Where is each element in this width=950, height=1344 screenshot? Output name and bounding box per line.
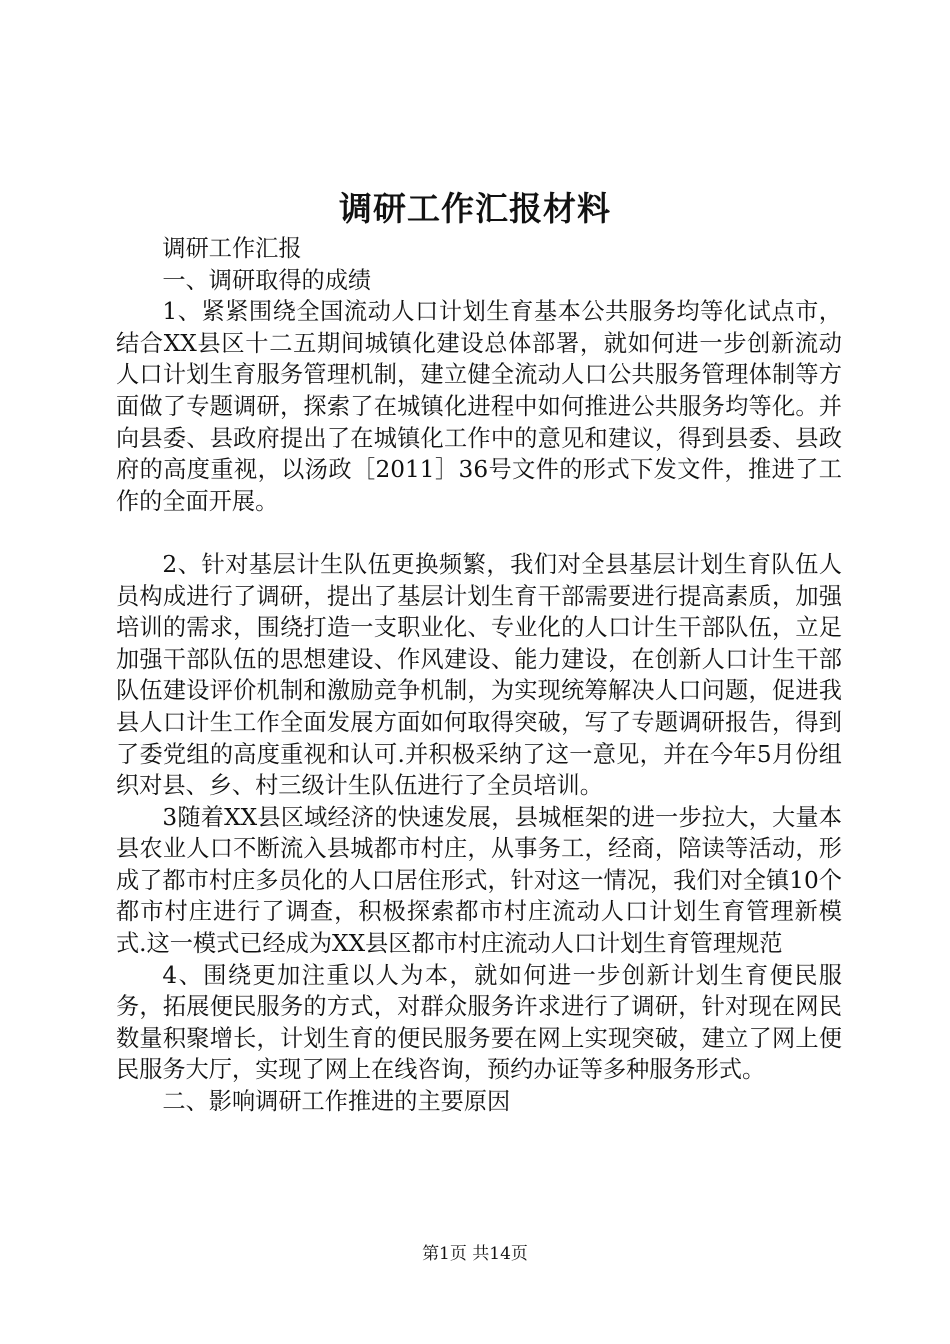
body-paragraph-item-4: 4、围绕更加注重以人为本，就如何进一步创新计划生育便民服务，拓展便民服务的方式，对群众服务许求进行了调研，针对现在网民数量积聚增长，计划生育的便民服务要在网上实现突破，建立了网上便民服务大厅，实现了网上在线咨询，预约办证等多种服务形式。 — [116, 961, 842, 1084]
section-heading-achievements: 一、调研取得的成绩 — [162, 266, 372, 294]
body-paragraph-subtitle: 调研工作汇报 — [162, 235, 302, 262]
document-title: 调研工作汇报材料 — [339, 189, 611, 228]
body-paragraph-item-2: 2、针对基层计生队伍更换频繁，我们对全县基层计划生育队伍人员构成进行了调研，提出了基层计划生育干部需要进行提高素质，加强培训的需求，围绕打造一支职业化、专业化的人口计生干部队伍，立足加强干部队伍的思想建设、作风建设、能力建设，在创新人口计生干部队伍建设评价机制和激励竞争机制，为实现统筹解决人口问题，促进我县人口计生工作全面发展方面如何取得突破，写了专题调研报告，得到了委党组的高度重视和认可.并积极采纳了这一意见，并在今年5月份组织对县、乡、村三级计生队伍进行了全员培训。 — [116, 550, 842, 800]
page-footer: 第1页 共14页 — [422, 1244, 528, 1264]
document-body — [116, 233, 842, 1118]
body-paragraph-item-1: 1、紧紧围绕全国流动人口计划生育基本公共服务均等化试点市，结合XX县区十二五期间城镇化建设总体部署，就如何进一步创新流动人口计划生育服务管理机制，建立健全流动人口公共服务管理体制等方面做了专题调研，探索了在城镇化进程中如何推进公共服务均等化。并向县委、县政府提出了在城镇化工作中的意见和建议，得到县委、县政府的高度重视，以汤政［2011］36号文件的形式下发文件，推进了工作的全面开展。 — [116, 298, 842, 515]
body-paragraph-item-3: 3随着XX县区域经济的快速发展，县城框架的进一步拉大，大量本县农业人口不断流入县城都市村庄，从事务工，经商，陪读等活动，形成了都市村庄多员化的人口居住形式，针对这一情况，我们对全镇10个都市村庄进行了调查，积极探索都市村庄流动人口计划生育管理新模式.这一模式已经成为XX县区都市村庄流动人口计划生育管理规范 — [116, 803, 842, 958]
section-heading-reasons: 二、影响调研工作推进的主要原因 — [162, 1088, 511, 1116]
